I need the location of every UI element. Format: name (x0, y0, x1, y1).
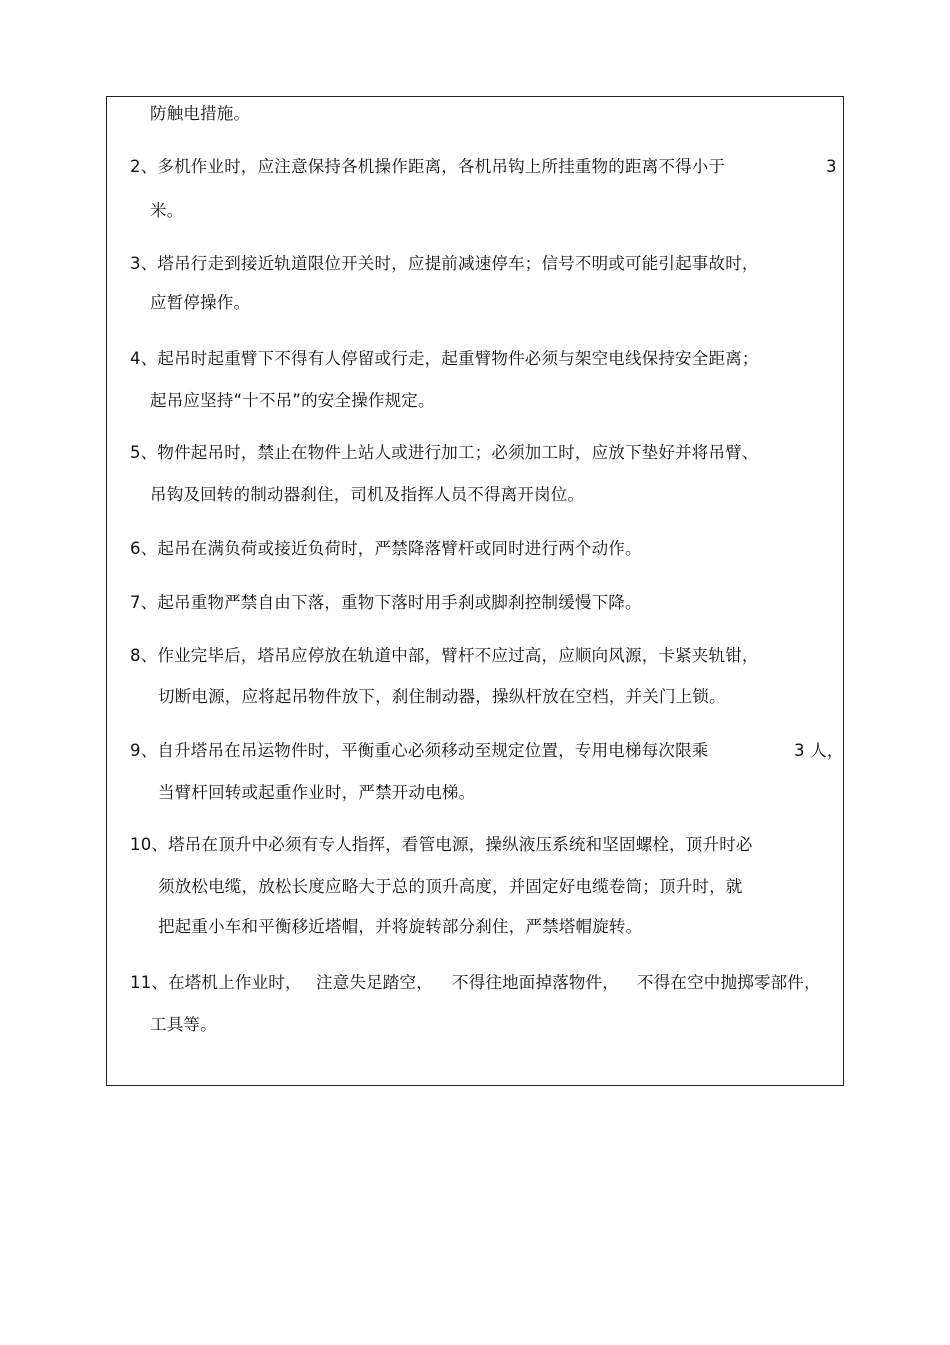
text-line-18: 把起重小车和平衡移近塔帽，并将旋转部分刹住，严禁塔帽旋转。 (158, 917, 643, 936)
text-line-11: 7、起吊重物严禁自由下落，重物下落时用手刹或脚刹控制缓慢下降。 (130, 593, 642, 612)
text-line-9: 吊钩及回转的制动器刹住，司机及指挥人员不得离开岗位。 (150, 485, 585, 504)
text-line-2-tail: 3 (826, 157, 837, 176)
text-line-13: 切断电源，应将起吊物件放下，刹住制动器，操纵杆放在空档，并关门上锁。 (158, 687, 726, 706)
text-line-10: 6、起吊在满负荷或接近负荷时，严禁降落臂杆或同时进行两个动作。 (130, 539, 642, 558)
text-line-19-part-4: 不得在空中抛掷零部件， (637, 973, 821, 992)
text-line-14-tail: 3 人， (794, 741, 844, 760)
text-line-6: 4、起吊时起重臂下不得有人停留或行走，起重臂物件必须与架空电线保持安全距离； (130, 349, 759, 368)
text-line-19-part-2: 注意失足踏空， (316, 973, 433, 992)
text-line-17: 须放松电缆，放松长度应略大于总的顶升高度，并固定好电缆卷筒；顶升时，就 (158, 877, 743, 896)
text-line-19-part-3: 不得往地面掉落物件， (452, 973, 619, 992)
text-line-8: 5、物件起吊时，禁止在物件上站人或进行加工；必须加工时，应放下垫好并将吊臂、 (130, 443, 759, 462)
text-line-16: 10、塔吊在顶升中必须有专人指挥，看管电源，操纵液压系统和坚固螺栓，顶升时必 (130, 835, 753, 854)
document-table-frame (106, 96, 844, 1086)
text-line-20: 工具等。 (150, 1015, 217, 1034)
text-line-19 (130, 973, 830, 995)
text-line-3: 米。 (150, 201, 184, 220)
text-line-19-part-1: 11、在塔机上作业时， (130, 973, 302, 992)
text-line-7: 起吊应坚持“十不吊”的安全操作规定。 (150, 391, 435, 410)
text-line-15: 当臂杆回转或起重作业时，严禁开动电梯。 (158, 783, 476, 802)
text-line-4: 3、塔吊行走到接近轨道限位开关时，应提前减速停车；信号不明或可能引起事故时， (130, 254, 759, 273)
text-line-2: 2、多机作业时，应注意保持各机操作距离，各机吊钩上所挂重物的距离不得小于 (130, 157, 726, 176)
text-line-1: 防触电措施。 (150, 104, 251, 123)
text-line-12: 8、作业完毕后，塔吊应停放在轨道中部，臂杆不应过高，应顺向风源，卡紧夹轨钳， (130, 646, 759, 665)
text-line-14: 9、自升塔吊在吊运物件时，平衡重心必须移动至规定位置，专用电梯每次限乘 (130, 741, 709, 760)
text-line-5: 应暂停操作。 (150, 293, 251, 312)
